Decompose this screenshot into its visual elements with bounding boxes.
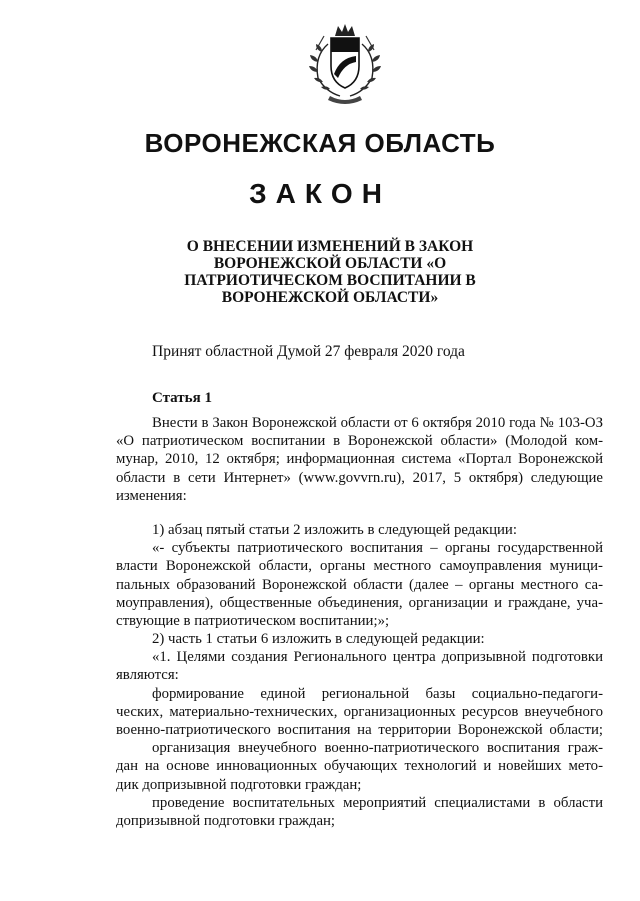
body-line: области в сети Интернет» (www.govvrn.ru), 2017, 5 октября) следующие	[116, 469, 603, 486]
region-heading: ВОРОНЕЖСКАЯ ОБЛАСТЬ	[144, 128, 496, 158]
body-line: ческих, материально-технических, организационных ресурсов внеучебного	[116, 703, 603, 720]
body-line: Внести в Закон Воронежской области от 6 октября 2010 года № 103-ОЗ	[152, 415, 603, 431]
law-title-line: ВОРОНЕЖСКОЙ ОБЛАСТИ «О	[213, 255, 447, 272]
body-line: допризывной подготовки граждан;	[116, 812, 336, 829]
body-line: 2) часть 1 статьи 6 изложить в следующей редакции:	[152, 631, 485, 648]
body-line: ствующие в патриотическом воспитании;»;	[116, 612, 390, 629]
body-line: «1. Целями создания Регионального центра допризывной подготовки	[152, 649, 603, 666]
document-type-heading: ЗАКОН	[249, 178, 391, 209]
body-line: дик допризывной подготовки граждан;	[116, 776, 362, 793]
body-line: 1) абзац пятый статьи 2 изложить в следующей редакции:	[152, 521, 517, 538]
body-line: формирование единой региональной базы социально-педагоги-	[152, 685, 603, 702]
body-line: дан на основе инновационных обучающих технологий и новейших мето-	[116, 758, 603, 775]
body-line: моуправления), общественные объединения, организации и граждане, уча-	[116, 594, 603, 611]
body-line: пальных образований Воронежской области (далее – органы местного са-	[116, 576, 603, 593]
law-title-line: ПАТРИОТИЧЕСКОМ ВОСПИТАНИИ В	[184, 272, 476, 289]
adoption-date-line: Принят областной Думой 27 февраля 2020 года	[152, 343, 465, 360]
article-body	[116, 414, 603, 830]
paragraph-gap	[116, 505, 603, 521]
article-heading: Статья 1	[152, 390, 212, 406]
body-line: власти Воронежской области, органы местного самоуправления муници-	[116, 558, 603, 575]
body-line: организация внеучебного военно-патриотического воспитания граж-	[152, 740, 603, 757]
body-line: мунар, 2010, 12 октября; информационная система «Портал Воронежской	[116, 451, 603, 468]
body-line: являются:	[116, 667, 179, 684]
body-line: проведение воспитательных мероприятий специалистами в области	[152, 794, 603, 811]
law-title-line: О ВНЕСЕНИИ ИЗМЕНЕНИЙ В ЗАКОН	[186, 238, 474, 255]
body-line: изменения:	[116, 487, 187, 504]
body-line: «- субъекты патриотического воспитания – органы государственной	[152, 540, 603, 557]
law-title-line: ВОРОНЕЖСКОЙ ОБЛАСТИ»	[221, 289, 439, 306]
law-title	[180, 238, 480, 306]
body-line: военно-патриотического воспитания на территории Воронежской области;	[116, 722, 603, 738]
coat-of-arms-emblem	[300, 22, 390, 106]
body-line: «О патриотическом воспитании в Воронежской области» (Молодой ком-	[116, 433, 603, 450]
